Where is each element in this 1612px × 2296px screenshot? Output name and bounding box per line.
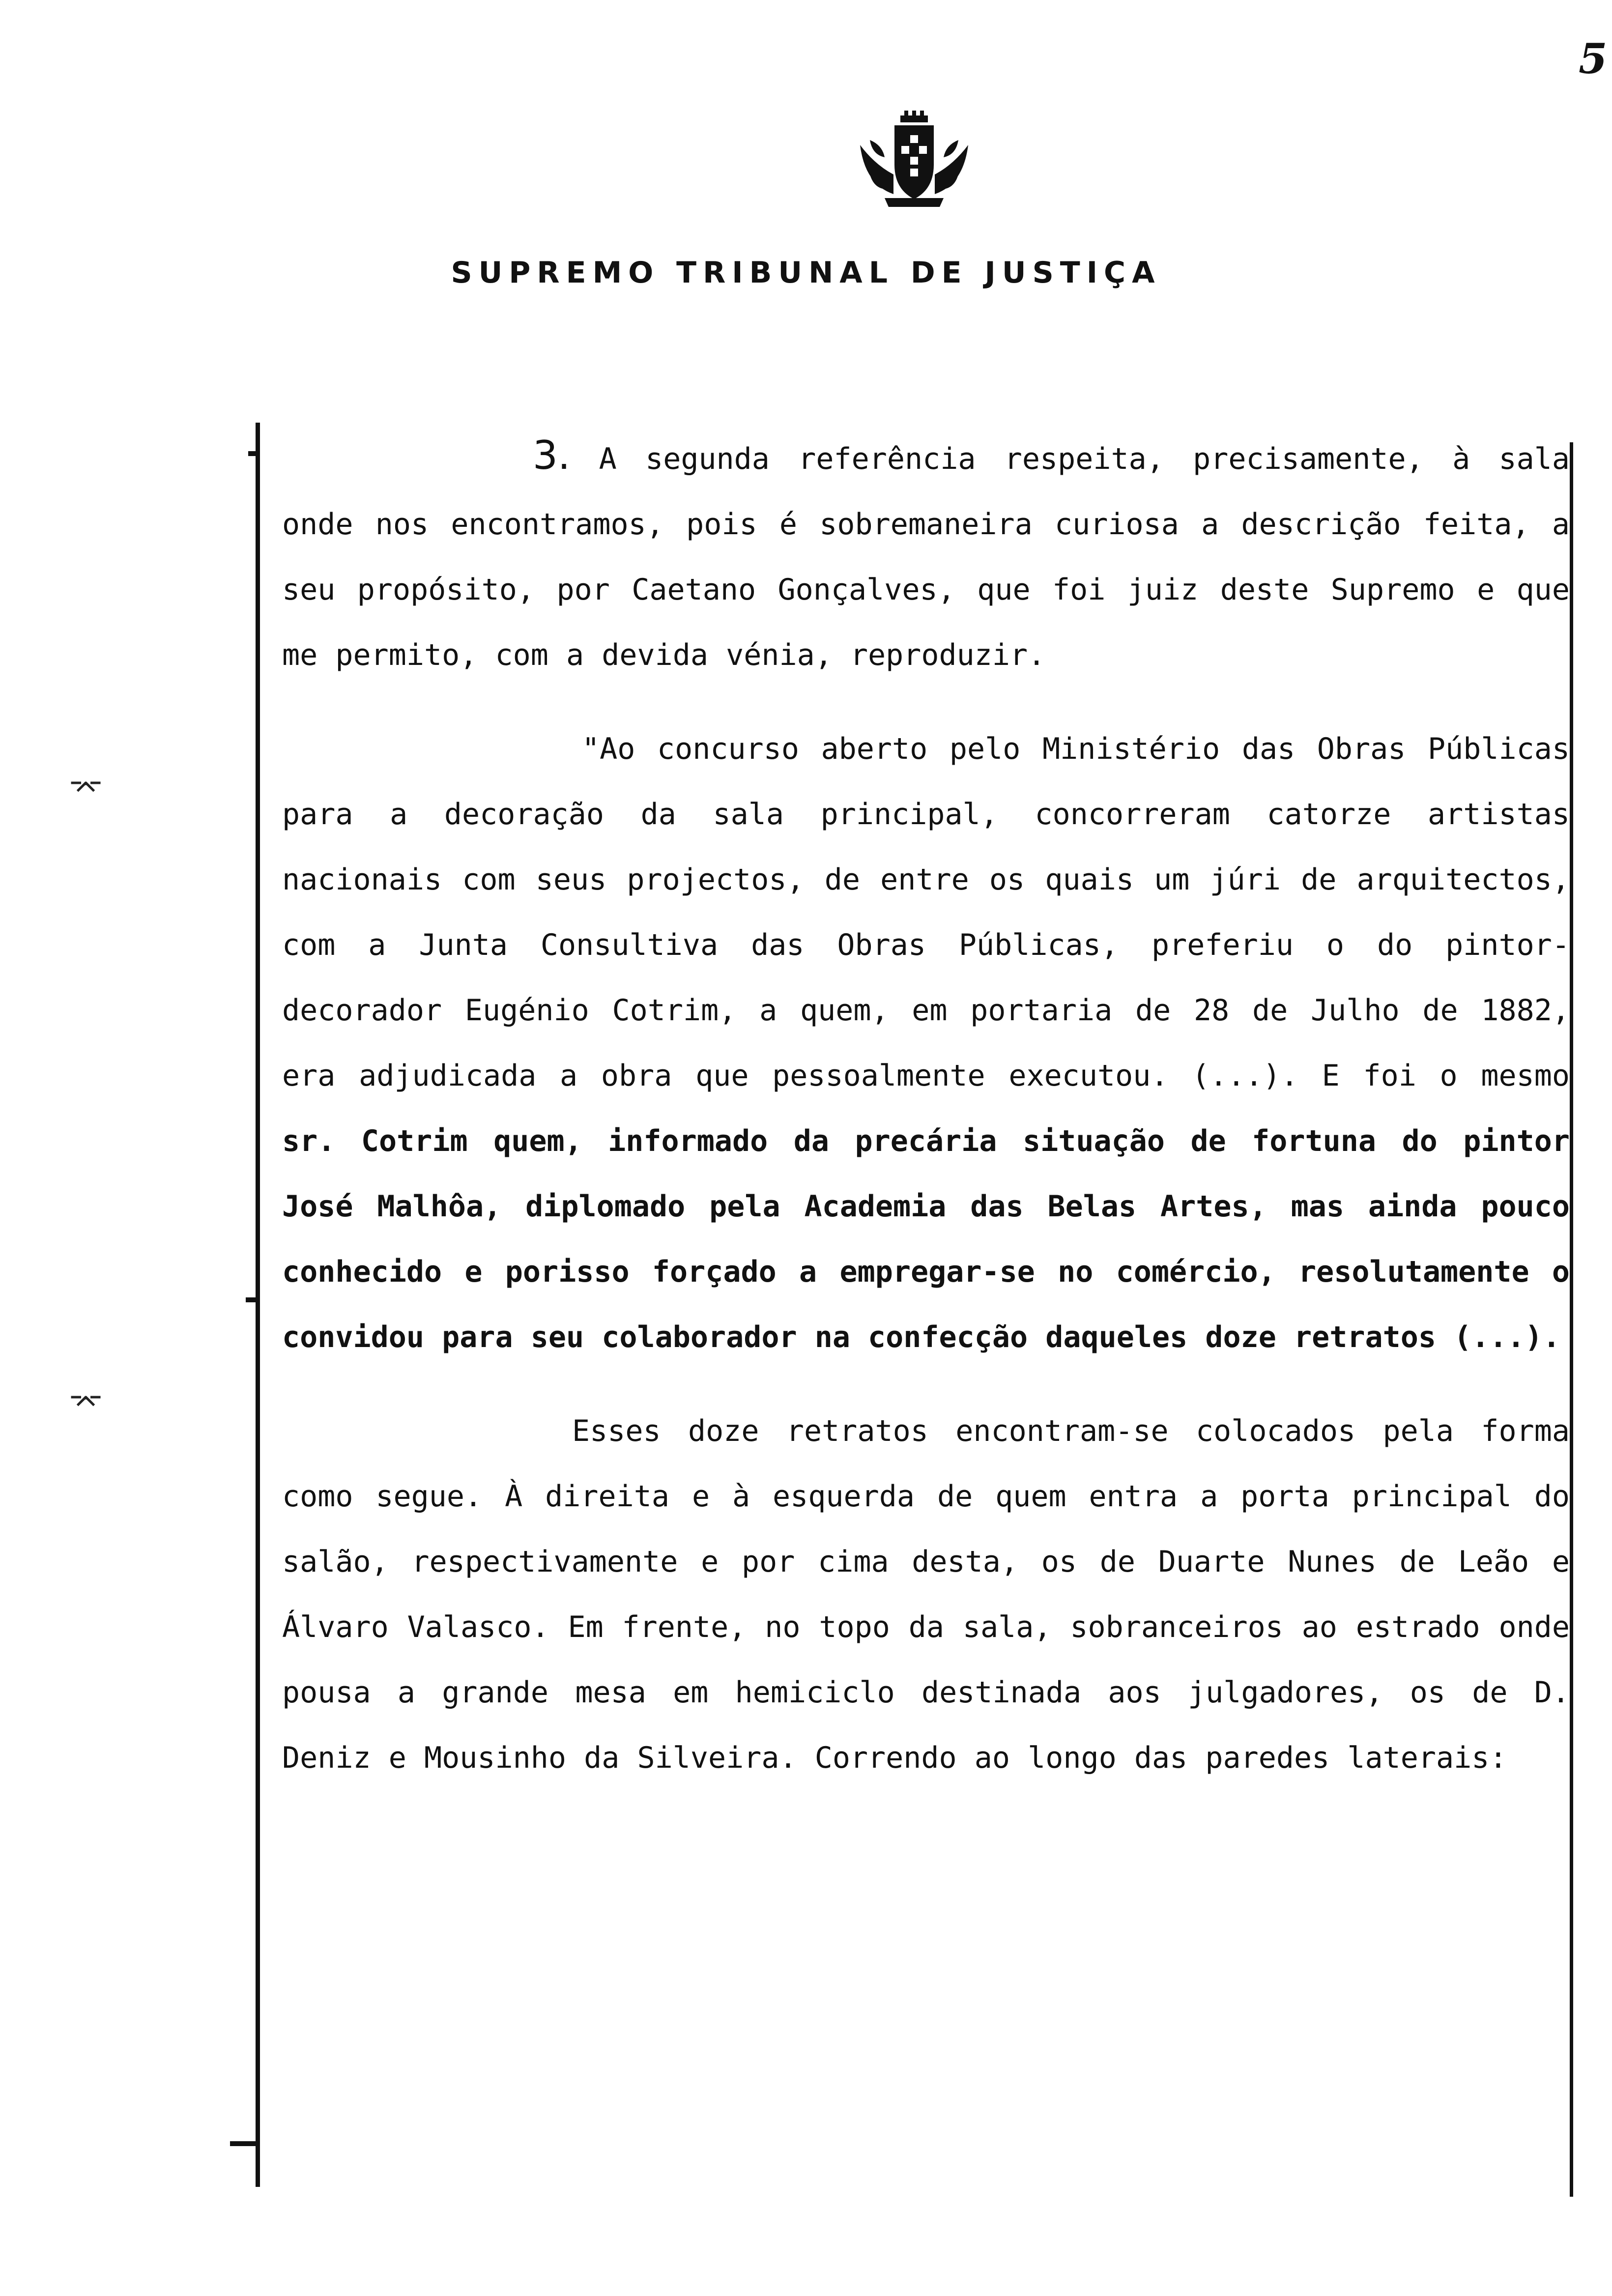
margin-tick bbox=[246, 1297, 258, 1302]
paragraph-1-text: A segunda referência respeita, precisamente, à sala onde nos encontramos, pois é sobremaneira curiosa a descrição feita, a seu propósito, por Caetano Gonçalves, que foi juiz deste Supremo e que me permito, com a devida vénia, reproduzir. bbox=[282, 442, 1570, 672]
margin-mark: ⌤ bbox=[69, 772, 103, 806]
paragraph-3-text: Esses doze retratos encontram-se colocados pela forma como segue. À direita e à esquerda de quem entra a porta principal do salão, respectivamente e por cima desta, os de Duarte Nunes de Leão e Álvaro Valasco. Em frente, no topo da sala, sobranceiros ao estrado onde pousa a grande mesa em hemiciclo destinada aos julgadores, os de D. Deniz e Mousinho da Silveira. Correndo ao longo das paredes laterais: bbox=[282, 1414, 1570, 1775]
margin-tick bbox=[248, 451, 258, 456]
paragraph-3 bbox=[282, 1399, 1570, 1791]
quote-text-part-2: sr. Cotrim quem, informado da precária situação de fortuna do pintor José Malhôa, diplomado pela Academia das Belas Artes, mas ainda pouco conhecido e porisso forçado a empregar-se no comércio, resolutamente o convidou para seu colaborador na confecção daqueles doze retratos (...). bbox=[282, 1124, 1570, 1354]
paragraph-1 bbox=[282, 423, 1570, 688]
paragraph-2-quote bbox=[282, 717, 1570, 1370]
left-margin-line bbox=[256, 423, 260, 2187]
paragraph-number: 3. bbox=[533, 432, 571, 478]
court-header: SUPREMO TRIBUNAL DE JUSTIÇA bbox=[451, 256, 1161, 290]
margin-mark: ⌤ bbox=[69, 1386, 103, 1420]
margin-tick bbox=[230, 2141, 258, 2146]
coat-of-arms-icon bbox=[855, 111, 973, 209]
document-body bbox=[282, 423, 1570, 1791]
quote-text-part-1: "Ao concurso aberto pelo Ministério das Obras Públicas para a decoração da sala principal, concorreram catorze artistas nacionais com seus projectos, de entre os quais um júri de arquitectos, com a Junta Consultiva das Obras Públicas, preferiu o do pintor-decorador Eugénio Cotrim, a quem, em portaria de 28 de Julho de 1882, era adjudicada a obra que pessoalmente executou. (...). E foi o mesmo bbox=[282, 732, 1570, 1093]
right-margin-line bbox=[1570, 442, 1573, 2197]
page-number: 5 bbox=[1579, 34, 1608, 83]
